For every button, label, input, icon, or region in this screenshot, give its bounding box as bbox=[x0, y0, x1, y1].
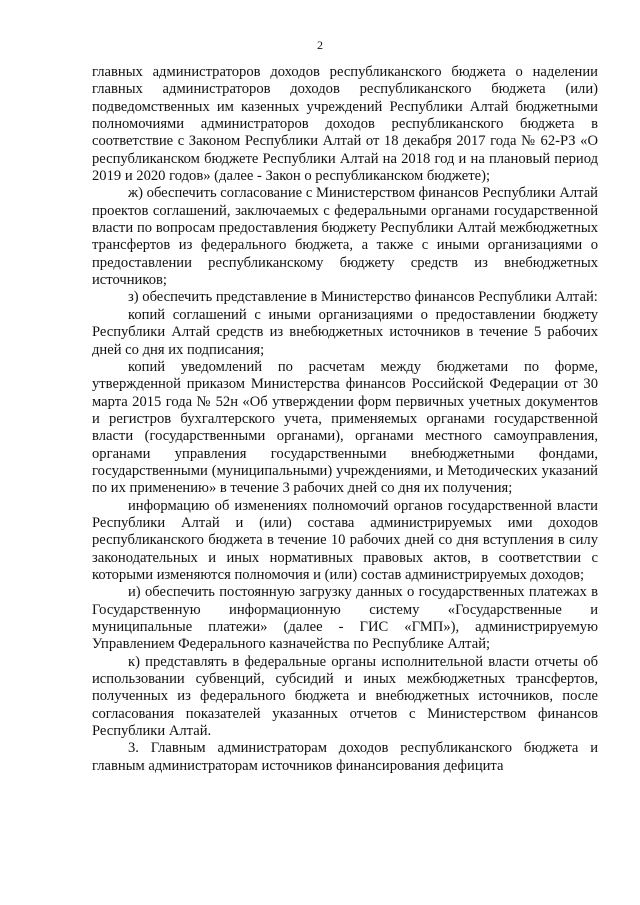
paragraph-notifications-copies: копий уведомлений по расчетам между бюджетами по форме, утвержденной приказом Министерства финансов Российской Федерации от 30 марта 2015 года № 52н «Об утверждении форм первичных учетных документов и регистров бухгалтерского учета, применяемых органами государственной власти (государственными органами), органами местного самоуправления, органами управления государственными внебюджетными фондами, государственными (муниципальными) учреждениями, и Методических указаний по их применению» в течение 3 рабочих дней со дня их получения; bbox=[92, 358, 598, 497]
page-number: 2 bbox=[317, 38, 323, 52]
paragraph-zh: ж) обеспечить согласование с Министерством финансов Республики Алтай проектов соглашений, заключаемых с федеральными органами государственной власти по вопросам предоставления бюджету Республики Алтай межбюджетных трансфертов из федерального бюджета, а также с иными организациями о предоставлении республиканскому бюджету средств из внебюджетных источников; bbox=[92, 185, 598, 289]
paragraph-powers-changes: информацию об изменениях полномочий органов государственной власти Республики Алтай и (или) состава администрируемых ими доходов республиканского бюджета в течение 10 рабочих дней со дня вступления в силу законодательных и иных нормативных правовых актов, в соответствии с которыми изменяются полномочия и (или) состав администрируемых доходов; bbox=[92, 497, 598, 583]
paragraph-k: к) представлять в федеральные органы исполнительной власти отчеты об использовании субвенций, субсидий и иных межбюджетных трансфертов, полученных из федерального бюджета и внебюджетных источников, после согласования показателей указанных отчетов с Министерством финансов Республики Алтай. bbox=[92, 653, 598, 740]
paragraph-agreements-copies: копий соглашений с иными организациями о предоставлении бюджету Республики Алтай средств из внебюджетных источников в течение 5 рабочих дней со дня их подписания; bbox=[92, 306, 598, 358]
document-body bbox=[92, 64, 598, 775]
paragraph-i: и) обеспечить постоянную загрузку данных о государственных платежах в Государственную информационную систему «Государственные и муниципальные платежи» (далее - ГИС «ГМП»), администрируемую Управлением Федерального казначейства по Республике Алтай; bbox=[92, 584, 598, 653]
paragraph-z: з) обеспечить представление в Министерство финансов Республики Алтай: bbox=[128, 289, 598, 306]
paragraph-continuation: главных администраторов доходов республиканского бюджета о наделении главных администраторов доходов республиканского бюджета (или) подведомственных им казенных учреждений Республики Алтай бюджетными полномочиями администраторов доходов республиканского бюджета в соответствие с Законом Республики Алтай от 18 декабря 2017 года № 62-РЗ «О республиканском бюджете Республики Алтай на 2018 год и на плановый период 2019 и 2020 годов» (далее - Закон о республиканском бюджете); bbox=[92, 64, 598, 185]
paragraph-3: 3. Главным администраторам доходов республиканского бюджета и главным администраторам источников финансирования дефицита bbox=[92, 740, 598, 774]
